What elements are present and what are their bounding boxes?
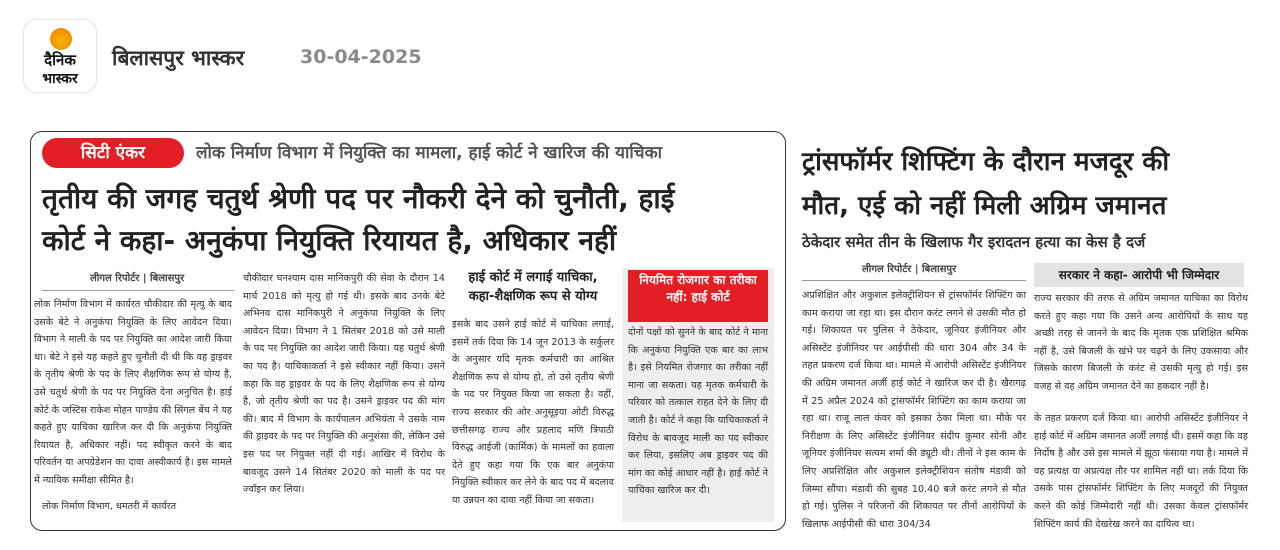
- logo-line-1: दैनिक: [44, 51, 76, 69]
- right-body-col-2: राज्य सरकार की तरफ से अग्रिम जमानत याचिका का विरोध करते हुए कहा गया कि उसने अन्य आरोपियों के साथ यह अच्छी तरह से जानने के बाद कि मृतक एक प्रशिक्षित श्रमिक नहीं है, उसे बिजली के खंभे पर चढ़ने के लिए उकसाया और जिसके कारण बिजली के करंट से उसकी मृत्यु हो गई। इस वजह से वह अग्रिम जमानत देने का हकदार नहीं है।: [1034, 293, 1248, 392]
- edition-date: 30-04-2025: [300, 46, 422, 68]
- publication-logo[interactable]: [24, 20, 96, 92]
- right-byline: लीगल रिपोर्टर | बिलासपुर: [862, 264, 957, 275]
- sidebar-box-heading: नियमित रोजगार का तरीका नहीं: हाई कोर्ट: [628, 270, 768, 322]
- right-body-col-1: अप्रशिक्षित और अकुशल इलेक्ट्रीशियन से ट्रांसफॉर्मर शिफ्टिंग का काम कराया जा रहा था। इस दौरान करंट लगने से उसकी मौत हो गई। शिकायत पर पुलिस ने ठेकेदार, जूनियर इंजीनियर और असिस्टेंट इंजीनियर पर आईपीसी की धारा 304 और 34 के तहत प्रकरण दर्ज किया था। मामले में आरोपी असिस्टेंट इंजीनियर की अग्रिम जमानत अर्जी हाई कोर्ट ने खारिज कर दी है। खैरागढ़ में 25 अप्रैल 2024 को ट्रांसफॉर्मर शिफ्टिंग का काम कराया जा रहा था। राजू लाल कंवर को इसका ठेका मिला था। मौके पर निरीक्षण के लिए असिस्टेंट इंजीनियर संदीप कुमार सोनी और जूनियर इंजीनियर सत्यम शर्मा की ड्यूटी थी। तीनों ने इस काम के लिए अप्रशिक्षित और अकुशल इलेक्ट्रीशियन संतोष मंडावी को जिम्मा सौंपा। मंडावी की सुबह 10.40 बजे करंट लगने से मौत हो गई। पुलिस ने परिजनों की शिकायत पर तीनों आरोपियों के खिलाफ आईपीसी की धारा 304/34: [802, 290, 1026, 530]
- left-byline-divider: [42, 290, 234, 291]
- left-subheading: हाई कोर्ट में लगाई याचिका, कहा-शैक्षणिक रूप से योग्य: [468, 270, 598, 304]
- right-side-heading: सरकार ने कहा- आरोपी भी जिम्मेदार: [1034, 263, 1244, 287]
- left-headline-line-1: तृतीय की जगह चतुर्थ श्रेणी पद पर नौकरी देने को चुनौती, हाई: [42, 182, 675, 215]
- right-body-col-2-continued: के तहत प्रकरण दर्ज किया था। आरोपी असिस्टेंट इंजीनियर ने हाई कोर्ट में अग्रिम जमानत अर्जी लगाई थी। इसमें कहा कि वह निर्दोष है और उसे इस मामले में झूठा फंसाया गया है। मामले में वह प्रत्यक्ष या अप्रत्यक्ष तौर पर शामिल नहीं था। तर्क दिया कि उसके पास ट्रांसफॉर्मर शिफ्टिंग के लिए मजदूरों की नियुक्त करने की कोई जिम्मेदारी नहीं थी। उसका केवल ट्रांसफॉर्मर शिफ्टिंग कार्य की देखरेख करने का दायित्व था।: [1034, 413, 1248, 530]
- left-body-col-1-tail: लोक निर्माण विभाग, धमतरी में कार्यरत: [42, 501, 177, 512]
- logo-line-2: भास्कर: [42, 71, 78, 87]
- left-kicker: लोक निर्माण विभाग में नियुक्ति का मामला, हाई कोर्ट ने खारिज की याचिका: [196, 143, 663, 163]
- right-headline-line-1: ट्रांसफॉर्मर शिफ्टिंग के दौरान मजदूर की: [802, 147, 1170, 177]
- right-byline-divider: [802, 280, 1026, 281]
- edition-name: बिलासपुर भास्कर: [112, 46, 245, 70]
- sidebar-box-body: दोनों पक्षों को सुनने के बाद कोर्ट ने माना कि अनुकंपा नियुक्ति एक बार का लाभ है। इसे नियमित रोजगार का तरीका नहीं माना जा सकता। यह मृतक कर्मचारी के परिवार को तत्काल राहत देने के लिए दी जाती है। कोर्ट ने कहा कि याचिकाकर्ता ने विरोध के बावजूद माली का पद स्वीकार कर लिया, इसलिए अब ड्राइवर पद की मांग का कोई आधार नहीं है। हाई कोर्ट ने याचिका खारिज कर दी।: [628, 327, 768, 497]
- sun-icon: [50, 28, 72, 50]
- right-deck: ठेकेदार समेत तीन के खिलाफ गैर इरादतन हत्या का केस है दर्ज: [802, 233, 1146, 251]
- left-body-col-3: इसके बाद उसने हाई कोर्ट में याचिका लगाई, इसमें तर्क दिया कि 14 जून 2013 के सर्कुलर के अनुसार यदि मृतक कर्मचारी का आश्रित शैक्षणिक रूप से योग्य हो, तो उसे तृतीय श्रेणी के पद पर नियुक्त किया जा सकता है। वहीं, राज्य सरकार की ओर अनुसूइया ओटी विरुद्ध छत्तीसगढ़ राज्य और प्रहलाद मणि त्रिपाठी विरुद्ध आईजी (कार्मिक) के मामलों का हवाला देते हुए कहा गया कि एक बार अनुकंपा नियुक्ति स्वीकार कर लेने के बाद पद में बदलाव या उन्नयन का दावा नहीं किया जा सकता।: [452, 319, 614, 506]
- left-byline: लीगल रिपोर्टर | बिलासपुर: [90, 273, 185, 284]
- left-body-col-1: लोक निर्माण विभाग में कार्यरत चौकीदार की मृत्यु के बाद उसके बेटे ने अनुकंपा नियुक्ति के लिए आवेदन दिया। विभाग ने माली के पद पर नियुक्ति का आदेश जारी किया था। बेटे ने इसे यह कहते हुए चुनौती दी थी कि वह ड्राइवर के तृतीय श्रेणी के पद के लिए शैक्षणिक रूप से योग्य है, उसे चतुर्थ श्रेणी के पद पर नियुक्ति देना अनुचित है। हाई कोर्ट के जस्टिस राकेश मोहन पाण्डेय की सिंगल बेंच ने यह कहते हुए याचिका खारिज कर दी कि अनुकंपा नियुक्ति रियायत है, अधिकार नहीं। पद स्वीकृत करने के बाद परिवर्तन या अपग्रेडेशन का दावा अस्वीकार्य है। इस मामले में न्यायिक समीक्षा सीमित है।: [34, 299, 232, 486]
- left-body-col-2: चौकीदार घनश्याम दास मानिकपुरी की सेवा के दौरान 14 मार्च 2018 को मृत्यु हो गई थी। इसके बाद उनके बेटे अभिनव दास मानिकपुरी ने अनुकंपा नियुक्ति के लिए आवेदन दिया। विभाग ने 1 सितंबर 2018 को उसे माली के पद पर नियुक्ति का आदेश जारी किया। यह चतुर्थ श्रेणी का पद है। याचिकाकर्ता ने इसे स्वीकार नहीं किया। उसने कहा कि वह ड्राइवर के पद के लिए शैक्षणिक रूप से योग्य है, जो तृतीय श्रेणी का पद है। उसने ड्राइवर पद की मांग की। बाद में विभाग के कार्यपालन अभियंता ने उसके नाम की ड्राइवर के पद पर नियुक्ति की अनुशंसा की, लेकिन उसे इस पद पर नियुक्त नहीं दी गई। आखिर में विरोध के बावजूद उसने 14 सितंबर 2020 को माली के पद पर ज्वॉइन कर लिया।: [243, 273, 445, 496]
- left-headline-line-2: कोर्ट ने कहा- अनुकंपा नियुक्ति रियायत है, अधिकार नहीं: [42, 224, 617, 257]
- city-anchor-tag: सिटी एंकर: [42, 138, 184, 168]
- right-headline-line-2: मौत, एई को नहीं मिली अग्रिम जमानत: [802, 191, 1167, 221]
